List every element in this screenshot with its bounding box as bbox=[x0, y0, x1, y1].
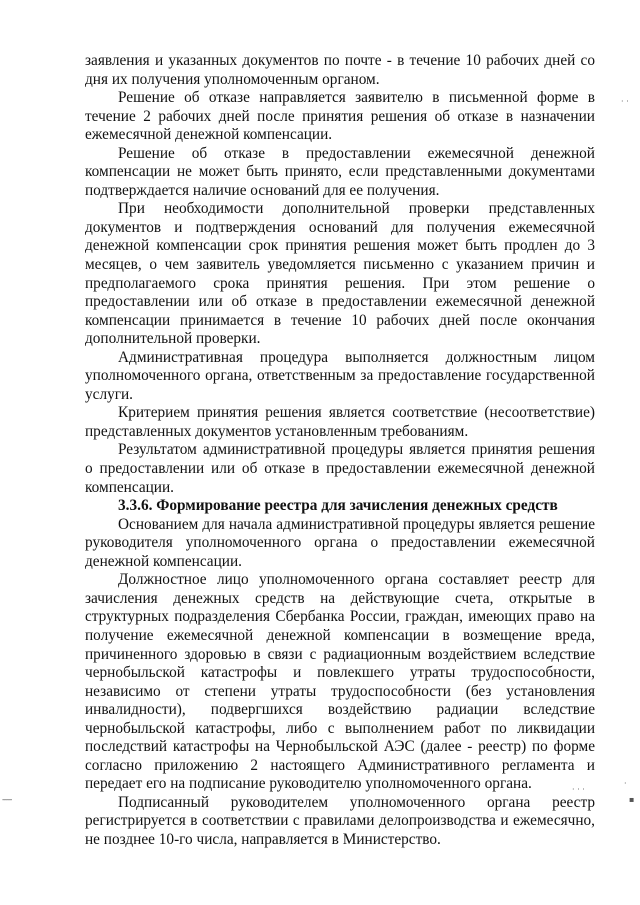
section-heading: 3.3.6. Формирование реестра для зачисления денежных средств bbox=[118, 497, 558, 515]
paragraph: Результатом административной процедуры является принятия решения о предоставлении или об отказе в предоставлении ежемесячной денежной компенсации. bbox=[85, 441, 595, 496]
paragraph: Критерием принятия решения является соответствие (несоответствие) представленных документов установленным требованиям. bbox=[85, 404, 595, 440]
scan-speck: · · · bbox=[572, 785, 585, 794]
paragraph: Решение об отказе в предоставлении ежемесячной денежной компенсации не может быть принято, если представленными документами подтверждается наличие оснований для ее получения. bbox=[85, 144, 595, 199]
scan-speck: · bbox=[624, 779, 627, 788]
scan-speck: ▪ bbox=[629, 795, 635, 804]
scan-speck: ----- bbox=[2, 795, 12, 804]
document-page bbox=[85, 52, 595, 850]
paragraph: При необходимости дополнительной проверки представленных документов и подтверждения оснований для получения ежемесячной денежной компенсации срок принятия решения может быть продлен до 3 месяцев, о чем заявитель уведомляется письменно с указанием причин и предполагаемого срока принятия решения. При этом решение о предоставлении или об отказе в предоставлении ежемесячной денежной компенсации принимается в течение 10 рабочих дней после окончания дополнительной проверки. bbox=[85, 200, 595, 348]
paragraph: Основанием для начала административной процедуры является решение руководителя уполномоченного органа о предоставлении ежемесячной денежной компенсации. bbox=[85, 515, 595, 570]
paragraph: Решение об отказе направляется заявителю в письменной форме в течение 2 рабочих дней после принятия решения об отказе в назначении ежемесячной денежной компенсации. bbox=[85, 89, 595, 144]
scan-speck: · · bbox=[621, 97, 629, 106]
paragraph: Административная процедура выполняется должностным лицом уполномоченного органа, ответственным за предоставление государственной услуги. bbox=[85, 348, 595, 403]
paragraph: заявления и указанных документов по почте - в течение 10 рабочих дней со дня их получения уполномоченным органом. bbox=[85, 52, 595, 88]
paragraph: Должностное лицо уполномоченного органа составляет реестр для зачисления денежных средств на действующие счета, открытые в структурных подразделения Сбербанка России, граждан, имеющих право на получение ежемесячной денежной компенсации в возмещение вреда, причиненного здоровью в связи с радиационным воздействием вследствие чернобыльской катастрофы и повлекшего утраты трудоспособности, независимо от степени утраты трудоспособности (без установления инвалидности), подвергшихся воздействию радиации вследствие чернобыльской катастрофы, либо с выполнением работ по ликвидации последствий катастрофы на Чернобыльской АЭС (далее - реестр) по форме согласно приложению 2 настоящего Административного регламента и передает его на подписание руководителю уполномоченного органа. bbox=[85, 571, 595, 793]
paragraph: Подписанный руководителем уполномоченного органа реестр регистрируется в соответствии с правилами делопроизводства и ежемесячно, не позднее 10-го числа, направляется в Министерство. bbox=[85, 793, 595, 848]
